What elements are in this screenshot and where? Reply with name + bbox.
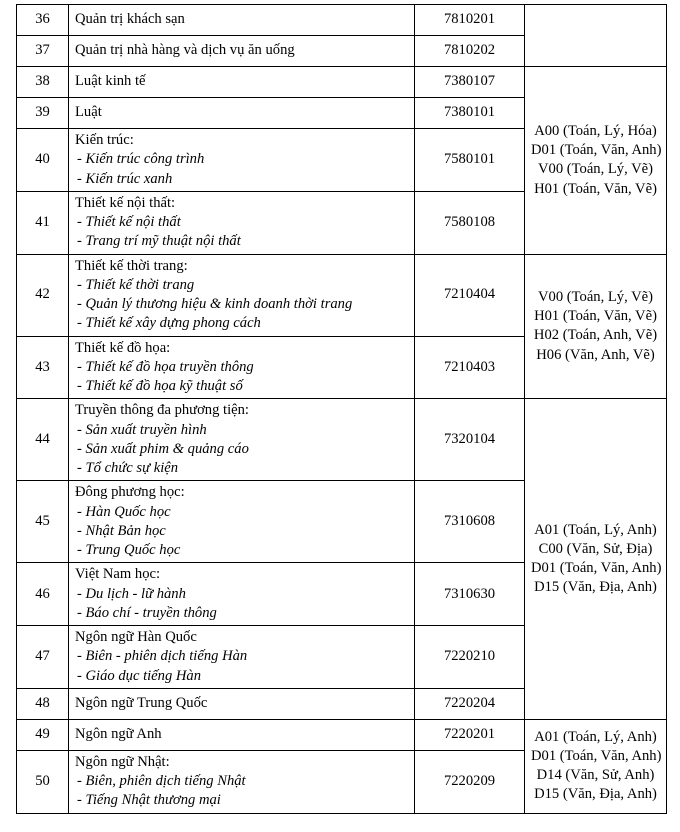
block-line: V00 (Toán, Lý, Vẽ)	[537, 161, 654, 178]
major-title: Quản trị khách sạn	[75, 11, 185, 28]
major-title: Luật	[75, 104, 102, 121]
block-line: D01 (Toán, Văn, Anh)	[531, 560, 662, 576]
row-number: 36	[17, 5, 69, 36]
row-number: 44	[17, 399, 69, 481]
row-major-code: 7220201	[415, 719, 525, 750]
block-line: A01 (Toán, Lý, Anh)	[534, 728, 657, 745]
row-major-name	[69, 336, 415, 399]
major-title: Quản trị nhà hàng và dịch vụ ăn uống	[75, 42, 295, 59]
row-major-code: 7810202	[415, 36, 525, 67]
row-number: 37	[17, 36, 69, 67]
major-subitem: - Biên, phiên dịch tiếng Nhật	[77, 773, 246, 789]
row-number: 41	[17, 191, 69, 254]
major-title: Kiến trúc:	[75, 132, 134, 148]
major-title: Ngôn ngữ Anh	[75, 726, 162, 743]
block-cell-empty	[525, 5, 667, 67]
major-subitem: - Thiết kế nội thất	[77, 214, 181, 230]
major-subitem: - Sản xuất truyền hình	[77, 421, 207, 438]
major-title: Ngôn ngữ Nhật:	[75, 753, 170, 770]
row-major-name	[69, 481, 415, 563]
major-subitem: - Du lịch - lữ hành	[77, 585, 186, 602]
row-number: 48	[17, 688, 69, 719]
major-subitem: - Tiếng Nhật thương mại	[77, 792, 221, 809]
row-major-name	[69, 191, 415, 254]
major-subitem: - Trang trí mỹ thuật nội thất	[77, 233, 241, 250]
major-title: Đông phương học:	[75, 484, 185, 501]
major-title: Ngôn ngữ Trung Quốc	[75, 695, 208, 712]
table-row	[17, 719, 667, 750]
row-number: 46	[17, 563, 69, 626]
row-number: 49	[17, 719, 69, 750]
block-line: H01 (Toán, Văn, Vẽ)	[534, 180, 657, 197]
row-major-code: 7310608	[415, 481, 525, 563]
row-number: 38	[17, 67, 69, 98]
major-table	[16, 4, 667, 814]
major-subitem: - Tổ chức sự kiện	[77, 460, 179, 476]
major-title: Việt Nam học:	[75, 566, 161, 583]
block-cell-c	[525, 399, 667, 720]
major-subitem: - Biên - phiên dịch tiếng Hàn	[77, 648, 248, 665]
row-major-code: 7220204	[415, 688, 525, 719]
block-line: D14 (Văn, Sử, Anh)	[536, 767, 655, 784]
major-subitem: - Thiết kế đồ họa truyền thông	[77, 358, 254, 375]
major-subitem: - Thiết kế đồ họa kỹ thuật số	[77, 378, 243, 394]
major-title: Thiết kế đồ họa:	[75, 339, 171, 356]
table-row	[17, 5, 667, 36]
block-line: H02 (Toán, Anh, Vẽ)	[533, 327, 658, 344]
table-row	[17, 67, 667, 98]
row-major-code: 7210403	[415, 336, 525, 399]
row-major-code: 7810201	[415, 5, 525, 36]
row-number: 42	[17, 254, 69, 336]
major-subitem: - Sản xuất phim & quảng cáo	[77, 440, 249, 457]
major-title: Thiết kế nội thất:	[75, 194, 176, 211]
block-cell-b	[525, 254, 667, 399]
row-major-name	[69, 626, 415, 689]
major-subitem: - Giáo dục tiếng Hàn	[77, 667, 202, 684]
row-major-name	[69, 67, 415, 98]
block-line: H01 (Toán, Văn, Vẽ)	[534, 308, 657, 325]
row-major-code: 7380101	[415, 98, 525, 129]
row-major-code: 7380107	[415, 67, 525, 98]
table-row	[17, 399, 667, 481]
block-line: D15 (Văn, Địa, Anh)	[534, 579, 657, 596]
row-number: 43	[17, 336, 69, 399]
document-page	[0, 4, 680, 832]
major-subitem: - Hàn Quốc học	[77, 503, 171, 520]
row-major-name	[69, 5, 415, 36]
row-number: 45	[17, 481, 69, 563]
major-title: Luật kinh tế	[75, 73, 146, 90]
row-number: 47	[17, 626, 69, 689]
major-subitem: - Kiến trúc công trình	[77, 151, 205, 168]
block-line: C00 (Văn, Sử, Địa)	[538, 540, 653, 557]
block-cell-d	[525, 719, 667, 813]
major-subitem: - Báo chí - truyền thông	[77, 604, 217, 621]
major-subitem: - Nhật Bản học	[77, 522, 166, 539]
row-major-name	[69, 399, 415, 481]
block-line: A00 (Toán, Lý, Hóa)	[534, 122, 657, 139]
major-subitem: - Trung Quốc học	[77, 542, 181, 558]
row-major-name	[69, 563, 415, 626]
block-cell-a	[525, 67, 667, 255]
block-line: D01 (Toán, Văn, Anh)	[531, 142, 662, 158]
major-title: Thiết kế thời trang:	[75, 257, 188, 274]
row-major-name	[69, 688, 415, 719]
block-line: V00 (Toán, Lý, Vẽ)	[537, 288, 654, 305]
major-subitem: - Thiết kế xây dựng phong cách	[77, 315, 261, 332]
row-major-name	[69, 129, 415, 192]
row-major-name	[69, 98, 415, 129]
row-number: 40	[17, 129, 69, 192]
major-subitem: - Quản lý thương hiệu & kinh doanh thời trang	[77, 296, 353, 312]
block-line: A01 (Toán, Lý, Anh)	[534, 521, 657, 538]
row-major-code: 7220210	[415, 626, 525, 689]
row-major-code: 7210404	[415, 254, 525, 336]
table-row	[17, 254, 667, 336]
block-line: D01 (Toán, Văn, Anh)	[531, 747, 662, 764]
row-major-code: 7580108	[415, 191, 525, 254]
row-major-code: 7310630	[415, 563, 525, 626]
row-major-code: 7580101	[415, 129, 525, 192]
row-number: 50	[17, 750, 69, 813]
major-subitem: - Kiến trúc xanh	[77, 170, 173, 187]
row-major-code: 7220209	[415, 750, 525, 813]
row-major-name	[69, 719, 415, 750]
block-line: D15 (Văn, Địa, Anh)	[534, 786, 657, 803]
major-title: Truyền thông đa phương tiện:	[75, 402, 249, 419]
row-major-code: 7320104	[415, 399, 525, 481]
row-major-name	[69, 254, 415, 336]
row-number: 39	[17, 98, 69, 129]
row-major-name	[69, 36, 415, 67]
block-line: H06 (Văn, Anh, Vẽ)	[536, 346, 655, 363]
major-title: Ngôn ngữ Hàn Quốc	[75, 629, 197, 645]
major-subitem: - Thiết kế thời trang	[77, 276, 195, 293]
row-major-name	[69, 750, 415, 813]
